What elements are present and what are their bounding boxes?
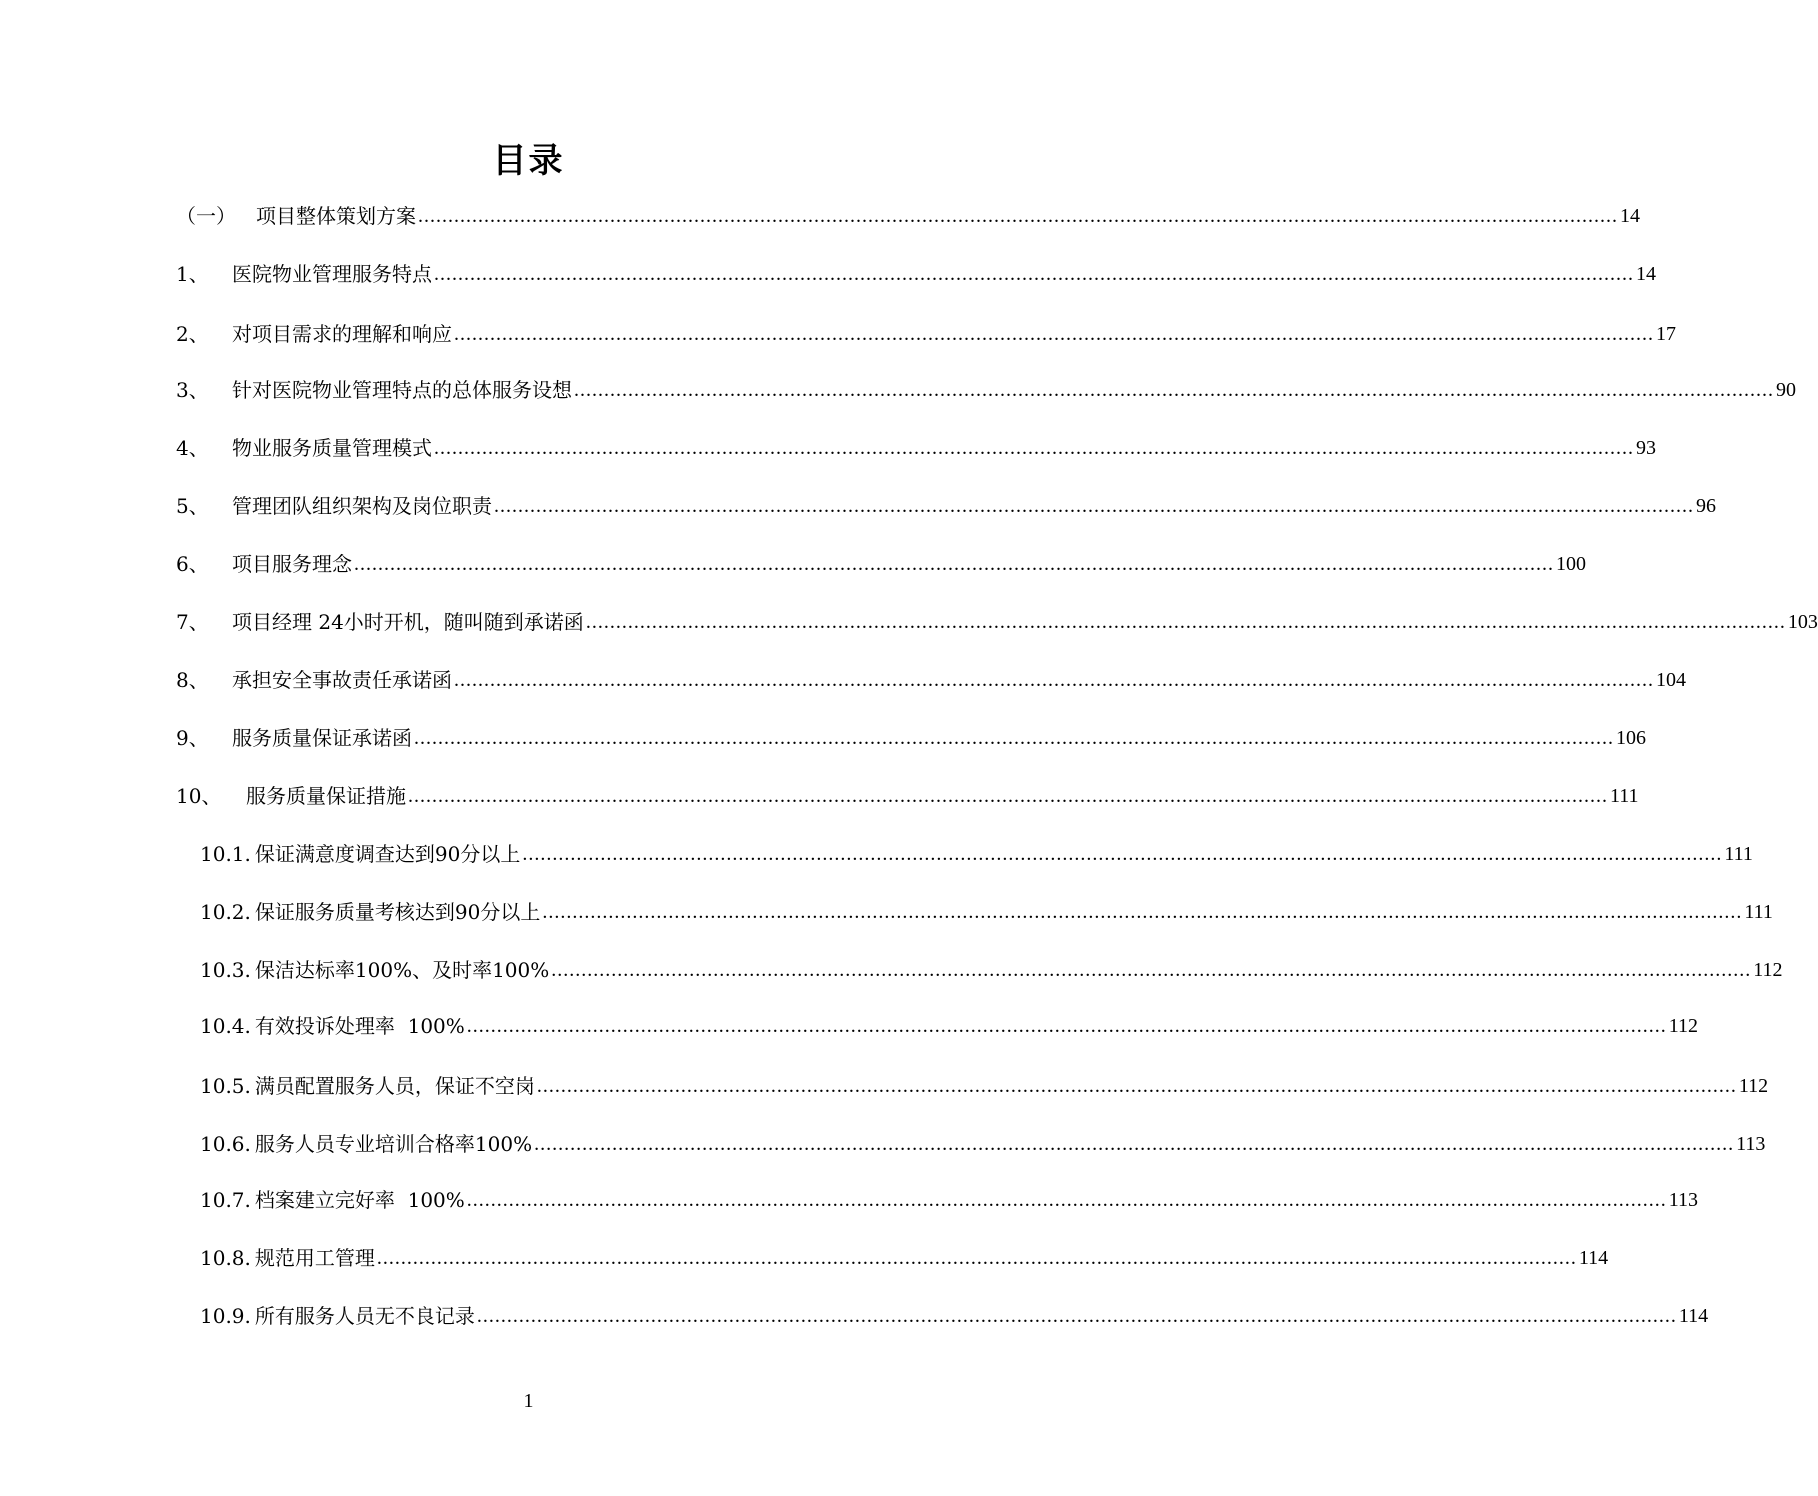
toc-entry-number: 10.2.	[200, 900, 251, 924]
toc-entry-page: 114	[1678, 1305, 1709, 1327]
toc-entry-number: 10.9.	[200, 1304, 251, 1328]
dot-leader: ........................................................................................................................................................................................................	[408, 785, 1608, 807]
toc-entry-page: 104	[1656, 669, 1686, 691]
dot-leader: ........................................................................................................................................................................................................	[466, 1189, 1667, 1211]
dot-leader: ........................................................................................................................................................................................................	[536, 1075, 1737, 1097]
page-number: 1	[523, 1390, 534, 1412]
toc-entry-page: 17	[1656, 323, 1676, 345]
toc-entry-page: 113	[1736, 1133, 1766, 1155]
dot-leader: ........................................................................................................................................................................................................	[494, 495, 1694, 517]
page-title: 目录	[492, 141, 565, 181]
toc-entry-number: 3、	[176, 378, 209, 402]
toc-entry-page: 106	[1616, 727, 1646, 749]
dot-leader: ........................................................................................................................................................................................................	[434, 437, 1634, 459]
toc-subentry-10-6[interactable]	[200, 1126, 1766, 1158]
toc-entry-number: 10.8.	[200, 1246, 251, 1270]
toc-entry-page: 14	[1620, 205, 1640, 227]
toc-entry-6[interactable]	[176, 546, 1586, 578]
toc-entry-number: 9、	[176, 726, 209, 750]
toc-entry-number: 1、	[176, 262, 209, 286]
toc-entry-page: 111	[1744, 901, 1773, 923]
dot-leader: ........................................................................................................................................................................................................	[454, 323, 1654, 345]
toc-entry-page: 112	[1668, 1015, 1699, 1037]
dot-leader: ........................................................................................................................................................................................................	[574, 379, 1774, 401]
dot-leader: ........................................................................................................................................................................................................	[534, 1133, 1735, 1155]
dot-leader: ........................................................................................................................................................................................................	[454, 669, 1654, 691]
dot-leader: ........................................................................................................................................................................................................	[542, 901, 1743, 923]
toc-entry-page: 103	[1787, 611, 1818, 633]
toc-entry-label: 项目服务理念	[232, 552, 352, 576]
toc-entry-label: 保洁达标率100%、及时率100%	[254, 958, 550, 982]
toc-entry-3[interactable]	[176, 372, 1796, 404]
toc-entry-8[interactable]	[176, 662, 1686, 694]
toc-entry-label: 医院物业管理服务特点	[232, 262, 432, 286]
toc-entry-label: 项目经理 24小时开机，随叫随到承诺函	[232, 610, 584, 634]
toc-subentry-10-1[interactable]	[200, 836, 1753, 868]
toc-entry-number: 2、	[176, 322, 209, 346]
toc-entry-number: （一）	[176, 204, 236, 228]
toc-subentry-10-7[interactable]	[200, 1182, 1699, 1214]
dot-leader: ........................................................................................................................................................................................................	[522, 843, 1723, 865]
toc-entry-page: 100	[1556, 553, 1586, 575]
toc-entry-number: 5、	[176, 494, 209, 518]
toc-entry-number: 6、	[176, 552, 209, 576]
toc-entry-label: 满员配置服务人员，保证不空岗	[254, 1074, 535, 1098]
toc-entry-label: 所有服务人员无不良记录	[254, 1304, 475, 1328]
toc-entry-page: 111	[1610, 785, 1639, 807]
toc-entry-page: 90	[1776, 379, 1796, 401]
toc-entry-10[interactable]	[176, 778, 1639, 810]
toc-entry-2[interactable]	[176, 316, 1676, 348]
dot-leader: ........................................................................................................................................................................................................	[434, 263, 1634, 285]
toc-entry-number: 4、	[176, 436, 209, 460]
toc-entry-label: 对项目需求的理解和响应	[232, 322, 452, 346]
toc-subentry-10-5[interactable]	[200, 1068, 1769, 1100]
toc-entry-number: 10.7.	[200, 1188, 251, 1212]
toc-entry-label: 规范用工管理	[254, 1246, 375, 1270]
toc-entry-1[interactable]	[176, 256, 1656, 288]
toc-entry-label: 服务人员专业培训合格率100%	[254, 1132, 533, 1156]
dot-leader: ........................................................................................................................................................................................................	[585, 611, 1786, 633]
toc-subentry-10-2[interactable]	[200, 894, 1773, 926]
toc-entry-4[interactable]	[176, 430, 1656, 462]
toc-entry-label: 项目整体策划方案	[256, 204, 416, 228]
toc-subentry-10-3[interactable]	[200, 952, 1783, 984]
toc-entry-page: 114	[1578, 1247, 1609, 1269]
toc-entry-number: 10.6.	[200, 1132, 251, 1156]
toc-entry-page: 112	[1738, 1075, 1769, 1097]
toc-entry-5[interactable]	[176, 488, 1716, 520]
dot-leader: ........................................................................................................................................................................................................	[418, 205, 1618, 227]
dot-leader: ........................................................................................................................................................................................................	[466, 1015, 1667, 1037]
toc-entry-number: 10.4.	[200, 1014, 251, 1038]
toc-subentry-10-8[interactable]	[200, 1240, 1609, 1272]
toc-entry-number: 10.5.	[200, 1074, 251, 1098]
toc-entry-label: 物业服务质量管理模式	[232, 436, 432, 460]
toc-entry-page: 111	[1724, 843, 1753, 865]
toc-entry-number: 10、	[176, 784, 222, 808]
toc-entry-part-1[interactable]	[176, 198, 1640, 230]
toc-subentry-10-4[interactable]	[200, 1008, 1699, 1040]
dot-leader: ........................................................................................................................................................................................................	[376, 1247, 1577, 1269]
toc-entry-label: 针对医院物业管理特点的总体服务设想	[232, 378, 572, 402]
toc-entry-7[interactable]	[176, 604, 1818, 636]
toc-entry-page: 96	[1696, 495, 1716, 517]
toc-entry-label: 档案建立完好率 100%	[254, 1188, 465, 1212]
toc-entry-label: 有效投诉处理率 100%	[254, 1014, 465, 1038]
toc-entry-number: 7、	[176, 610, 209, 634]
toc-entry-9[interactable]	[176, 720, 1646, 752]
dot-leader: ........................................................................................................................................................................................................	[354, 553, 1554, 575]
toc-entry-number: 8、	[176, 668, 209, 692]
toc-entry-label: 承担安全事故责任承诺函	[232, 668, 452, 692]
toc-entry-label: 服务质量保证措施	[246, 784, 406, 808]
toc-entry-page: 14	[1636, 263, 1656, 285]
dot-leader: ........................................................................................................................................................................................................	[551, 959, 1752, 981]
toc-entry-label: 保证服务质量考核达到90分以上	[254, 900, 541, 924]
toc-entry-label: 管理团队组织架构及岗位职责	[232, 494, 492, 518]
toc-subentry-10-9[interactable]	[200, 1298, 1709, 1330]
toc-entry-page: 112	[1753, 959, 1783, 981]
toc-entry-label: 保证满意度调查达到90分以上	[254, 842, 521, 866]
toc-entry-label: 服务质量保证承诺函	[232, 726, 412, 750]
toc-entry-page: 93	[1636, 437, 1656, 459]
dot-leader: ........................................................................................................................................................................................................	[414, 727, 1614, 749]
toc-entry-page: 113	[1668, 1189, 1699, 1211]
toc-entry-number: 10.1.	[200, 842, 251, 866]
dot-leader: ........................................................................................................................................................................................................	[476, 1305, 1677, 1327]
toc-entry-number: 10.3.	[200, 958, 251, 982]
